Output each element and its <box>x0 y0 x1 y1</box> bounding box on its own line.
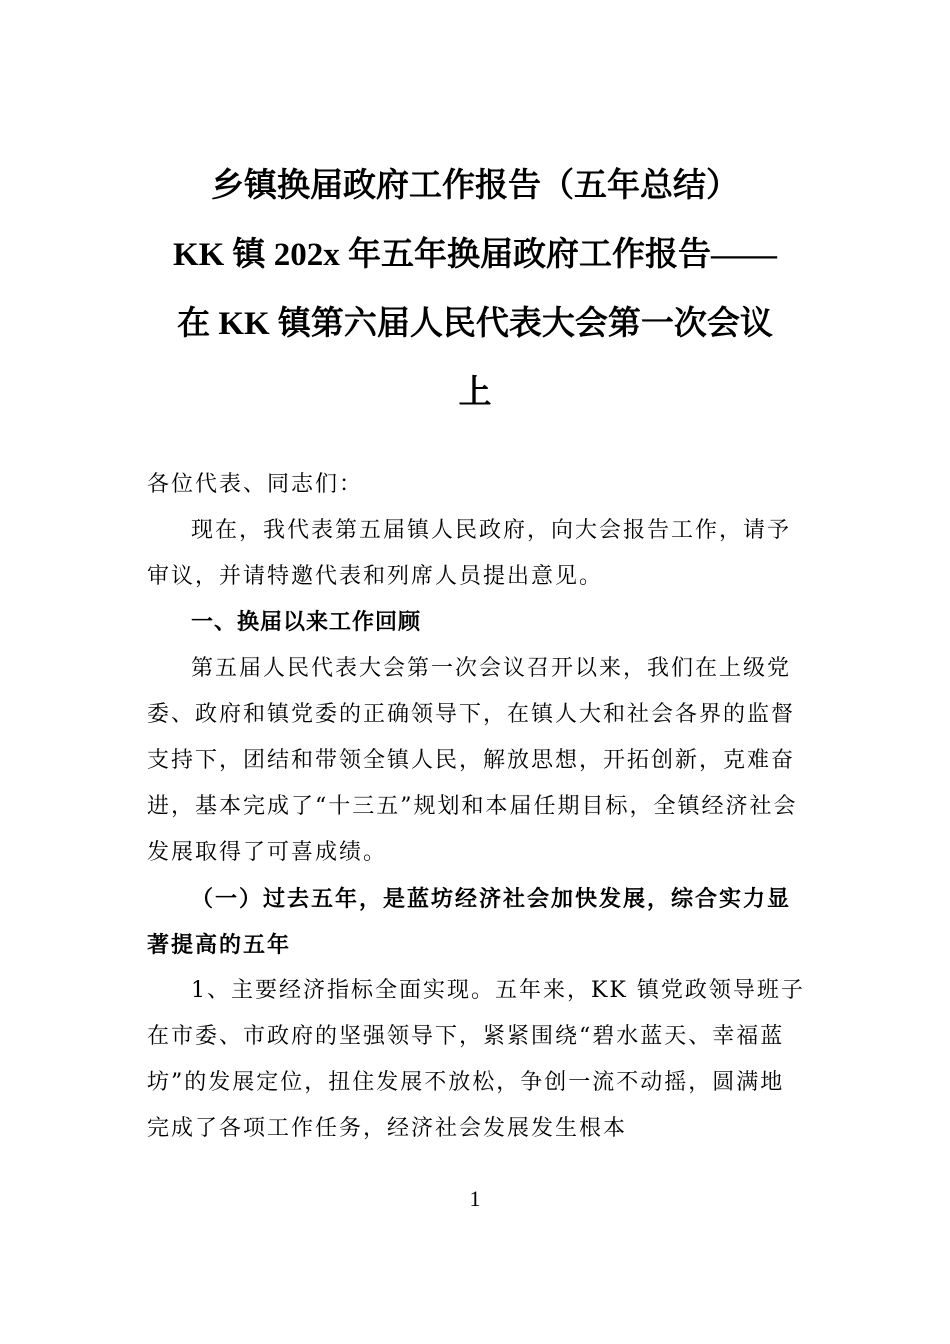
section-heading: 一、换届以来工作回顾 <box>191 610 422 635</box>
title-line-2: KK 镇 202x 年五年换届政府工作报告—— <box>172 237 778 273</box>
title-line-3: 在 KK 镇第六届人民代表大会第一次会议 <box>177 306 773 342</box>
title-line-1: 乡镇换届政府工作报告（五年总结） <box>211 168 739 204</box>
item-paragraph: 1、主要经济指标全面实现。五年来，KK 镇党政领导班子在市委、市政府的坚强领导下，紧紧围绕“碧水蓝天、幸福蓝坊”的发展定位，扭住发展不放松，争创一流不动摇，圆满地完成了各项工作任务，经济社会发展发生根本 <box>147 978 805 1141</box>
salutation: 各位代表、同志们： <box>147 472 364 497</box>
page-number: 1 <box>469 1186 481 1211</box>
document-title <box>140 152 810 428</box>
intro-paragraph: 现在，我代表第五届镇人民政府，向大会报告工作，请予审议，并请特邀代表和列席人员提出意见。 <box>147 518 792 589</box>
subsection-heading: （一）过去五年，是蓝坊经济社会加快发展，综合实力显著提高的五年 <box>147 886 792 958</box>
title-line-4: 上 <box>458 375 492 411</box>
document-body <box>147 462 807 1152</box>
section-paragraph: 第五届人民代表大会第一次会议召开以来，我们在上级党委、政府和镇党委的正确领导下，在镇人大和社会各界的监督支持下，团结和带领全镇人民，解放思想，开拓创新，克难奋进，基本完成了“十三五”规划和本届任期目标，全镇经济社会发展取得了可喜成绩。 <box>147 656 798 865</box>
